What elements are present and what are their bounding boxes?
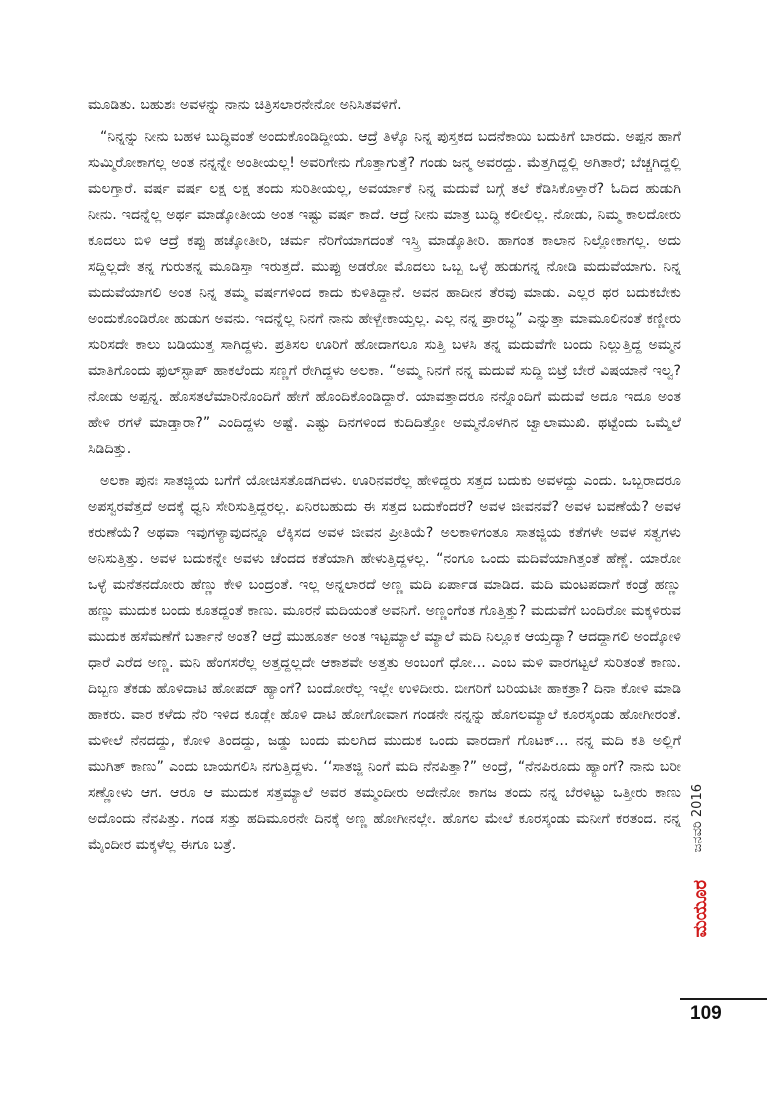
magazine-logo-text: ಮಯೂರ	[690, 880, 711, 938]
folio-divider	[680, 998, 767, 1000]
page-number: 109	[690, 1003, 722, 1024]
paragraph-continuation: ಮೂಡಿತು. ಬಹುಶಃ ಅವಳನ್ನು ನಾನು ಚಿತ್ರಿಸಲಾರನೇನೋ ಅನಿಸಿತವಳಿಗೆ.	[88, 97, 402, 113]
paragraph-satajji-story: ಅಲಕಾ ಪುನಃ ಸಾತಜ್ಜಿಯ ಬಗೆಗೆ ಯೋಚಿಸತೊಡಗಿದಳು. ಊರಿನವರೆಲ್ಲ ಹೇಳಿದ್ದರು ಸತ್ತದ ಬದುಕು ಅವಳದ್ದು ಎಂದು. ಒಬ್ಬರಾದರೂ ಅಪಸ್ವರವೆತ್ತದೆ ಅದಕ್ಕೆ ಧ್ವನಿ ಸೇರಿಸುತ್ತಿದ್ದರಲ್ಲ. ಏನಿರಬಹುದು ಈ ಸತ್ತದ ಬದುಕೆಂದರೆ? ಅವಳ ಜೀವನವೆ? ಅವಳ ಬವಣೆಯೆ? ಅವಳ ಕರುಣೆಯೆ? ಅಥವಾ ಇವುಗಳ್ಯಾವುದನ್ನೂ ಲೆಕ್ಕಿಸದ ಅವಳ ಜೀವನ ಪ್ರೀತಿಯೆ? ಅಲಕಾಳಿಗಂತೂ ಸಾತಜ್ಜಿಯ ಕತೆಗಳೇ ಅವಳ ಸತ್ವಗಳು ಅನಿಸುತ್ತಿತ್ತು. ಅವಳ ಬದುಕನ್ನೇ ಅವಳು ಚೆಂದದ ಕತೆಯಾಗಿ ಹೇಳುತ್ತಿದ್ದಳಲ್ಲ. “ನಂಗೂ ಒಂದು ಮದಿವೆಯಾಗಿತ್ತಂತೆ ಹೆಣ್ಣೆ. ಯಾರೋ ಒಳ್ಳೆ ಮನೆತನದೋರು ಹೆಣ್ಣು ಕೇಳಿ ಬಂದ್ರಂತೆ. ಇಲ್ಲ ಅನ್ನಲಾರದೆ ಅಣ್ಣ ಮದಿ ಏರ್ಪಾಡ ಮಾಡಿದ. ಮದಿ ಮಂಟಪದಾಗೆ ಕಂಡ್ರೆ ಹಣ್ಣು ಹಣ್ಣು ಮುದುಕ ಬಂದು ಕೂತದ್ದಂತೆ ಕಾಣು. ಮೂರನೆ ಮದಿಯಂತೆ ಅವನಿಗೆ. ಅಣ್ಣಂಗೆಂತ ಗೊತ್ತಿತ್ತು? ಮದುವೆಗೆ ಬಂದಿರೋ ಮಕ್ಕಳಿರುವ ಮುದುಕ ಹಸೆಮಣೆಗೆ ಬರ್ತಾನೆ ಅಂತ? ಆದ್ರೆ ಮುಹೂರ್ತ ಅಂತ ಇಟ್ಟಮ್ಯಾಲೆ ಮ್ಯಾಲೆ ಮದಿ ನಿಲ್ಲೂಕ ಆಯ್ತದ್ಯಾ? ಆದದ್ದಾಗಲಿ ಅಂದ್ಕೋಳಿ ಧಾರೆ ಎರೆದ ಅಣ್ಣ. ಮನಿ ಹೆಂಗಸರೆಲ್ಲ ಅತ್ತದ್ದಲ್ಲದೇ ಆಕಾಶವೇ ಅತ್ತತು ಅಂಬಂಗೆ ಧೋ... ಎಂಬ ಮಳಿ ವಾರಗಟ್ಟಲೆ ಸುರಿತಂತೆ ಕಾಣು. ದಿಬ್ಬಣ ತೆಕಡು ಹೊಳಿದಾಟಿ ಹೋಪದ್ ಹ್ಯಾಂಗೆ? ಬಂದೋರೆಲ್ಲ ಇಲ್ಲೇ ಉಳಿದೀರು. ಬೀಗರಿಗೆ ಬರಿಯಟೀ ಹಾಕತ್ರಾ? ದಿನಾ ಕೋಳಿ ಮಾಡಿ ಹಾಕರು. ವಾರ ಕಳೆದು ನೆರಿ ಇಳಿದ ಕೂಡ್ಲೇ ಹೊಳಿ ದಾಟಿ ಹೋಗೋವಾಗ ಗಂಡನೇ ನನ್ನನ್ನು ಹೊಗಲಮ್ಯಾಲೆ ಕೂರಸ್ಕಂಡು ಹೋಗೀರಂತೆ. ಮಳೀಲೆ ನೆನದದ್ದು, ಕೋಳಿ ತಿಂದದ್ದು, ಜಡ್ಡು ಬಂದು ಮಲಗಿದ ಮುದುಕ ಒಂದು ವಾರದಾಗೆ ಗೊಟಕ್... ನನ್ನ ಮದಿ ಕತಿ ಅಲ್ಲಿಗೆ ಮುಗಿತ್ ಕಾಣು” ಎಂದು ಬಾಯಗಲಿಸಿ ನಗುತ್ತಿದ್ದಳು. ‘‘ಸಾತಜ್ಜಿ ನಿಂಗೆ ಮದಿ ನೆನಪಿತ್ತಾ?” ಅಂದ್ರೆ, “ನೆನಪಿರೂದು ಹ್ಯಾಂಗೆ? ನಾನು ಬರೀ ಸಣ್ಣೋಳು ಆಗ. ಆರೂ ಆ ಮುದುಕ ಸತ್ತಮ್ಯಾಲೆ ಅವರ ತಮ್ಮಂದೀರು ಅದೇನೋ ಕಾಗಜ ತಂದು ನನ್ನ ಬೆರಳಿಟ್ಟು ಒತ್ತೀರು ಕಾಣು ಅದೊಂದು ನೆನಪಿತ್ತು. ಗಂಡ ಸತ್ತು ಹದಿಮೂರನೇ ದಿನಕ್ಕೆ ಅಣ್ಣ ಹೋಗೀನಲ್ಲೇ. ಹೊಗಲ ಮೇಲೆ ಕೂರಸ್ಕಂಡು ಮನೀಗೆ ಕರತಂದ. ನನ್ನ ಮೈಂದೀರ ಮಕ್ಕಳೆಲ್ಲ ಈಗೂ ಬತ್ರೆ.	[88, 473, 681, 853]
article-body	[88, 92, 681, 858]
issue-date: ಜನವರಿ 2016	[690, 784, 705, 853]
paragraph-mother-speech: “ನಿನ್ನನ್ನು ನೀನು ಬಹಳ ಬುದ್ಧಿವಂತೆ ಅಂದುಕೊಂಡಿದ್ದೀಯ. ಆದ್ರೆ ತಿಳ್ಕೊ ನಿನ್ನ ಪುಸ್ತಕದ ಬದನೆಕಾಯಿ ಬದುಕಿಗೆ ಬಾರದು. ಅಪ್ಪನ ಹಾಗೆ ಸುಮ್ಮಿರೋಕಾಗಲ್ಲ ಅಂತ ನನ್ನನ್ನೇ ಅಂತೀಯಲ್ಲ! ಅವರಿಗೇನು ಗೊತ್ತಾಗುತ್ತೆ? ಗಂಡು ಜನ್ಮ ಅವರದ್ದು. ಮೆತ್ತಗಿದ್ದಲ್ಲಿ ಅಗಿತಾರೆ; ಬೆಚ್ಚಗಿದ್ದಲ್ಲಿ ಮಲಗ್ತಾರೆ. ವರ್ಷ ವರ್ಷ ಲಕ್ಷ ಲಕ್ಷ ತಂದು ಸುರಿತೀಯಲ್ಲ, ಅವರ್ಯಾಕೆ ನಿನ್ನ ಮದುವೆ ಬಗ್ಗೆ ತಲೆ ಕೆಡಿಸಿಕೊಳ್ತಾರೆ? ಓದಿದ ಹುಡುಗಿ ನೀನು. ಇದನ್ನೆಲ್ಲ ಅರ್ಥ ಮಾಡ್ಕೋತೀಯ ಅಂತ ಇಷ್ಟು ವರ್ಷ ಕಾದೆ. ಆದ್ರೆ ನೀನು ಮಾತ್ರ ಬುದ್ಧಿ ಕಲೀಲಿಲ್ಲ. ನೋಡು, ನಿಮ್ಮ ಕಾಲದೋರು ಕೂದಲು ಬಿಳಿ ಆದ್ರೆ ಕಪ್ಪು ಹಚ್ಕೋತೀರಿ, ಚರ್ಮ ನೆರಿಗೆಯಾಗದಂತೆ ಇಸ್ತ್ರಿ ಮಾಡ್ಕೊತೀರಿ. ಹಾಗಂತ ಕಾಲಾನ ನಿಲ್ಲೋಕಾಗಲ್ಲ. ಅದು ಸದ್ದಿಲ್ಲದೇ ತನ್ನ ಗುರುತನ್ನ ಮೂಡಿಸ್ತಾ ಇರುತ್ತದೆ. ಮುಪ್ಪು ಅಡರೋ ಮೊದಲು ಒಬ್ಬ ಒಳ್ಳೆ ಹುಡುಗನ್ನ ನೋಡಿ ಮದುವೆಯಾಗು. ನಿನ್ನ ಮದುವೆಯಾಗಲಿ ಅಂತ ನಿನ್ನ ತಮ್ಮ ವರ್ಷಗಳಿಂದ ಕಾದು ಕುಳಿತಿದ್ದಾನೆ. ಅವನ ಹಾದೀನ ತೆರವು ಮಾಡು. ಎಲ್ಲರ ಥರ ಬದುಕಬೇಕು ಅಂದುಕೊಂಡಿರೋ ಹುಡುಗ ಅವನು. ಇದನ್ನೆಲ್ಲ ನಿನಗೆ ನಾನು ಹೇಳ್ಬೇಕಾಯ್ತಲ್ಲ. ಎಲ್ಲ ನನ್ನ ಪ್ರಾರಬ್ಧ” ಎನ್ನುತ್ತಾ ಮಾಮೂಲಿನಂತೆ ಕಣ್ಣೀರು ಸುರಿಸದೇ ಕಾಲು ಬಡಿಯುತ್ತ ಸಾಗಿದ್ದಳು. ಪ್ರತಿಸಲ ಊರಿಗೆ ಹೋದಾಗಲೂ ಸುತ್ತಿ ಬಳಸಿ ತನ್ನ ಮದುವೆಗೇ ಬಂದು ನಿಲ್ಲುತ್ತಿದ್ದ ಅಮ್ಮನ ಮಾತಿಗೊಂದು ಫುಲ್‌ಸ್ಟಾಪ್ ಹಾಕಲೆಂದು ಸಣ್ಣಗೆ ರೇಗಿದ್ದಳು ಅಲಕಾ. “ಅಮ್ಮ ನಿನಗೆ ನನ್ನ ಮದುವೆ ಸುದ್ದಿ ಬಿಟ್ರೆ ಬೇರೆ ವಿಷಯಾನೆ ಇಲ್ವ? ನೋಡು ಅಪ್ಪನ್ನ. ಹೊಸತಲೆಮಾರಿನೊಂದಿಗೆ ಹೇಗೆ ಹೊಂದಿಕೊಂಡಿದ್ದಾರೆ. ಯಾವತ್ತಾದರೂ ನನ್ನೊಂದಿಗೆ ಮದುವೆ ಅದೂ ಇದೂ ಅಂತ ಹೇಳಿ ರಗಳೆ ಮಾಡ್ತಾರಾ?” ಎಂದಿದ್ದಳು ಅಷ್ಟೆ. ಎಷ್ಟು ದಿನಗಳಿಂದ ಕುದಿದಿತ್ತೋ ಅಮ್ಮನೊಳಗಿನ ಜ್ವಾಲಾಮುಖಿ. ಥಟ್ಟೆಂದು ಒಮ್ಮೆಲೆ ಸಿಡಿದಿತ್ತು.	[88, 129, 681, 457]
magazine-logo	[690, 880, 716, 980]
